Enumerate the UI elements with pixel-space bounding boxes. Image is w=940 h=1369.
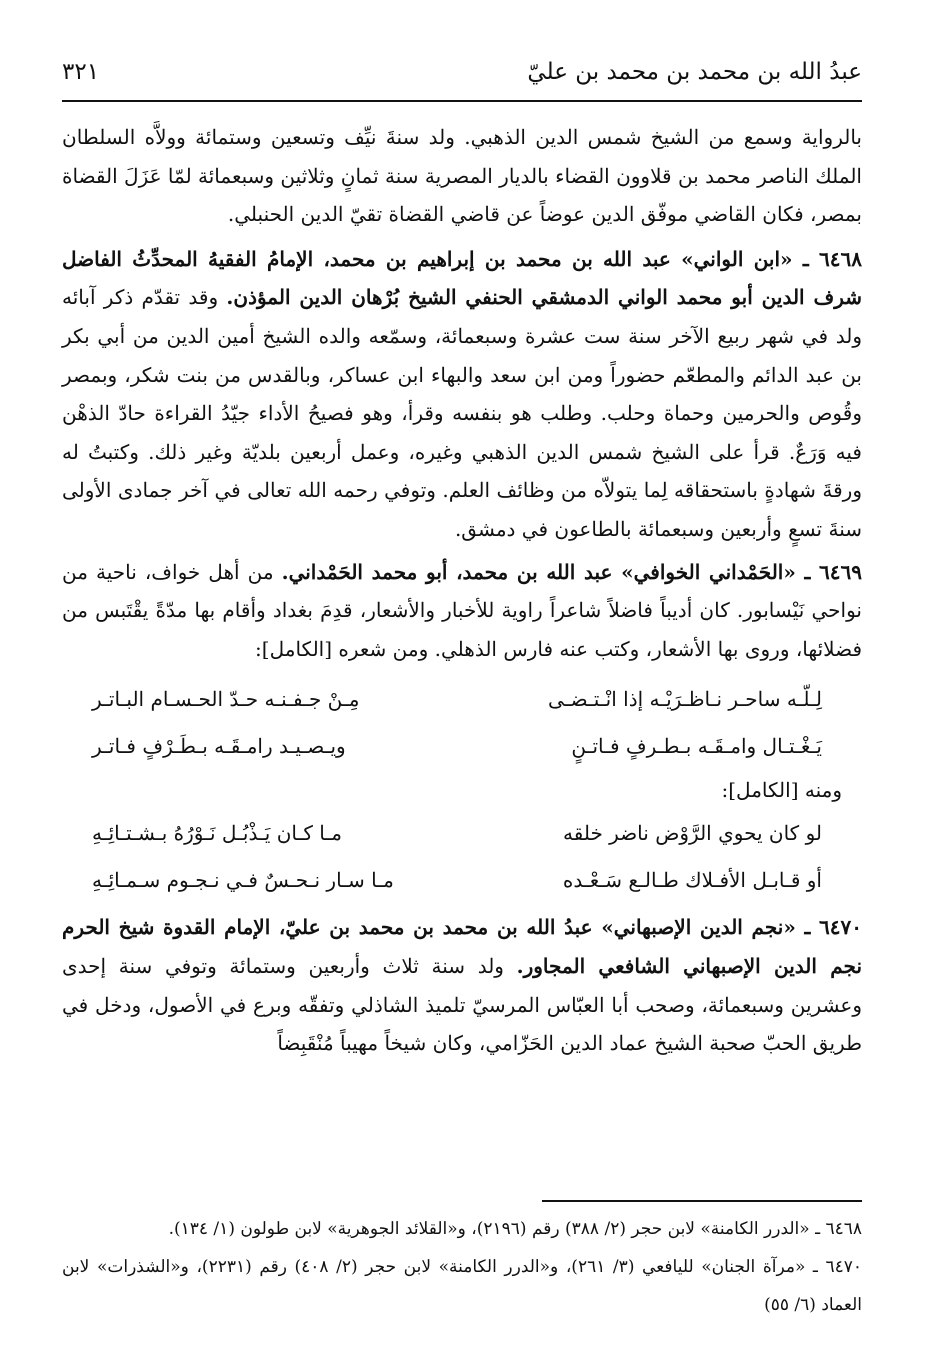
verse-first-half: أو قـابـل الأفـلاك طـالـع سَـعْـده — [562, 868, 822, 893]
footnote-divider — [542, 1200, 862, 1202]
verse — [62, 810, 862, 857]
verse-second-half: ويـصـيـد رامـقَـه بـطَـرْفٍ فـاتـر — [92, 734, 346, 759]
verse-second-half: مِـنْ جـفـنـه حـدّ الحـسـام البـاتـر — [92, 687, 360, 712]
footnote-6468: ٦٤٦٨ ـ «الدرر الكامنة» لابن حجر (٢/ ٣٨٨) رقم (٢١٩٦)، و«القلائد الجوهرية» لابن طولون (١/ ١٣٤). — [168, 1219, 862, 1239]
verse — [62, 723, 862, 770]
entry-6468 — [62, 240, 862, 549]
entry-6470 — [62, 908, 862, 1062]
poem-1 — [62, 676, 862, 770]
footnote-6470: ٦٤٧٠ ـ «مرآة الجنان» لليافعي (٣/ ٢٦١)، و«الدرر الكامنة» لابن حجر (٢/ ٤٠٨) رقم (٢٢٣١)، و«الشذرات» لابن العماد (٦/ ٥٥) — [62, 1257, 863, 1315]
verse — [62, 676, 862, 723]
entry-6469-heading: ٦٤٦٩ ـ «الحَمْداني الخوافي» عبد الله بن محمد، أبو محمد الحَمْداني. — [281, 559, 862, 584]
verse-second-half: مـا كـان يَـذْبُـل نَـوْرُهُ بـشـتـائِـهِ — [92, 821, 342, 846]
entry-6470-text: ولد سنة ثلاث وأربعين وستمائة وتوفي سنة إحدى وعشرين وسبعمائة، وصحب أبا العبّاس المرسيّ تلميذ الشاذلي وتفقّه وبرع في الأصول، ودخل في طريق الحبّ صحبة الشيخ عماد الدين الحَزّامي، وكان شيخاً مهيباً مُنْقَبِضاً — [62, 953, 862, 1056]
main-text — [62, 118, 862, 1063]
verse-first-half: يَـغْـتـال وامـقَـه بـطـرفٍ فـاتـنٍ — [571, 734, 822, 759]
verse-first-half: لِـلّـه ساحـر نـاظـرَيْـه إذا انْـتـضـى — [548, 687, 822, 712]
header-divider — [62, 100, 862, 102]
entry-6469-text: من أهل خواف، ناحية من نواحي نَيْسابور. كان أديباً فاضلاً شاعراً راوية للأخبار والأشعار، قدِمَ بغداد وأقام بها مدّةً يقْتَبس من فضلائها، وروى بها الأشعار، وكتب عنه فارس الذهلي. ومن شعره [الكامل]: — [62, 559, 862, 661]
footnotes — [62, 1210, 862, 1324]
poem-2 — [62, 810, 862, 904]
entry-6469 — [62, 553, 862, 669]
header-title: عبدُ الله بن محمد بن محمد بن عليّ — [527, 59, 862, 85]
entry-6470-heading: ٦٤٧٠ ـ «نجم الدين الإصبهاني» عبدُ الله بن محمد بن محمد بن عليّ، الإمام القدوة شيخ الحرم نجم الدين الإصبهاني الشافعي المجاور. — [62, 915, 863, 978]
page-number: ٣٢١ — [62, 59, 100, 85]
verse-first-half: لو كان يحوي الرَّوْض ناضر خلقه — [562, 821, 822, 846]
paragraph-continuation: بالرواية وسمع من الشيخ شمس الدين الذهبي. ولد سنةَ نيِّف وتسعين وستمائة وولاَّه السلطان الملك الناصر محمد بن قلاوون القضاء بالديار المصرية سنة ثمانٍ وثلاثين وسبعمائة لمّا عَزَلَ القضاة بمصر، فكان القاضي موفّق الدين عوضاً عن قاضي القضاة تقيّ الدين الحنبلي. — [62, 125, 862, 227]
verse-second-half: مـا سـار نـحـسٌ فـي نـجـوم سـمـائِـهِ — [92, 868, 394, 893]
verse — [62, 857, 862, 904]
entry-6468-text: وقد تقدّم ذكر آبائه ولد في شهر ربيع الآخر سنة ست عشرة وسبعمائة، وسمّعه والده الشيخ أمين الدين من أبي بكر بن عبد الدائم والمطعّم حضوراً ومن ابن سعد والبهاء ابن عساكر، وبالقدس من بنت شكر، وبمصر وقُوص والحرمين وحماة وحلب. وطلب هو بنفسه وقرأ، وهو فصيحُ الأداء جيّدُ القراءة حادّ الذهْن فيه وَرَعٌ. قرأ على الشيخ شمس الدين الذهبي وغيره، وعمل أربعين بلديّة وغير ذلك. وكتبتُ له ورقةَ شهادةٍ باستحقاقه لِما يتولاّه من وظائف العلم. وتوفي رحمه الله تعالى في آخر جمادى الأولى سنةَ تسعٍ وأربعين وسبعمائة بالطاعون في دمشق. — [62, 285, 862, 541]
poem-2-meter-label: ومنه [الكامل]: — [721, 778, 842, 803]
entry-6468-heading: ٦٤٦٨ ـ «ابن الواني» عبد الله بن محمد بن إبراهيم بن محمد، الإمامُ الفقيهُ المحدِّثُ الفاضل شرف الدين أبو محمد الواني الدمشقي الحنفي الشيخ بُرْهان الدين المؤذن. — [62, 246, 863, 310]
running-header — [62, 52, 862, 92]
